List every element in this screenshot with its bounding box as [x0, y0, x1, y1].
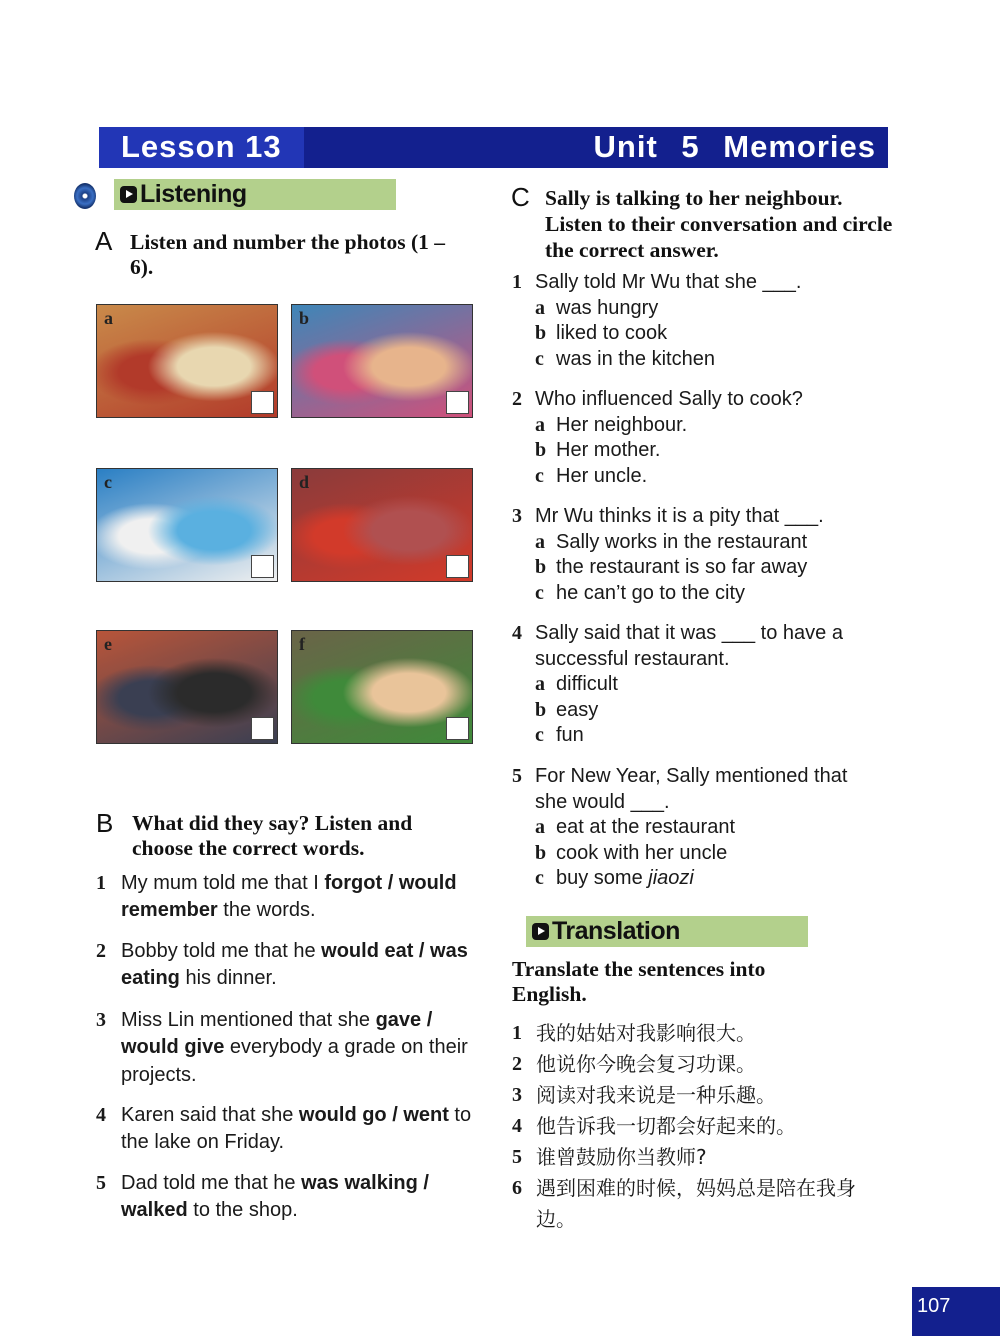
answer-choices[interactable]: was walking / walked [121, 1172, 429, 1222]
option-text: cook with her uncle [556, 841, 728, 864]
option-letter: c [535, 867, 544, 889]
item-number: 3 [512, 1084, 522, 1106]
question-3 [512, 504, 824, 606]
answer-option[interactable] [512, 698, 843, 724]
sentence-text: My mum told me that I [121, 872, 325, 894]
sentence-text: everybody a grade on their projects. [121, 1036, 468, 1086]
option-text: easy [556, 698, 599, 721]
photo-e [96, 630, 278, 744]
answer-choices[interactable]: would eat / was eating [121, 940, 468, 990]
translation-item [512, 1111, 886, 1142]
item-number: 2 [96, 940, 106, 962]
answer-option[interactable] [512, 296, 801, 322]
item-number: 5 [96, 1172, 106, 1194]
option-letter: b [535, 439, 547, 461]
sentence-text: Bobby told me that he [121, 940, 322, 962]
item-number: 6 [512, 1177, 522, 1199]
lesson-header-bar [99, 127, 888, 168]
answer-option[interactable] [512, 555, 824, 581]
option-letter: b [535, 841, 547, 864]
option-letter: a [535, 673, 545, 695]
item-number: 4 [512, 1115, 522, 1137]
lesson-title: Lesson 13 [121, 129, 282, 164]
sentence-text: his dinner. [179, 967, 277, 990]
sentence-text: to the lake on Friday. [121, 1104, 472, 1154]
option-text: Her mother. [556, 439, 661, 461]
option-text: difficult [556, 673, 618, 695]
photo-label: d [299, 472, 310, 492]
option-text: was in the kitchen [556, 347, 715, 370]
option-letter: c [535, 724, 544, 746]
chinese-sentence: 阅读对我来说是一种乐趣。 [536, 1083, 776, 1107]
answer-option[interactable] [512, 672, 843, 698]
item-number: 1 [512, 1022, 522, 1044]
question-text: Sally said that it was ___ to have a [535, 622, 843, 644]
question-text: Who influenced Sally to cook? [535, 388, 803, 410]
option-letter: c [535, 581, 544, 604]
question-text: she would ___. [535, 790, 670, 813]
answer-option[interactable] [512, 438, 803, 464]
translation-item [512, 1173, 886, 1235]
question-text: successful restaurant. [535, 647, 730, 670]
section-a-instruction: Listen and number the photos (1 – 6). [130, 230, 445, 279]
play-icon [532, 923, 549, 940]
answer-checkbox[interactable] [251, 391, 274, 414]
translation-item [512, 1142, 886, 1173]
photo-label: b [299, 308, 310, 328]
page-number-box [912, 1287, 1000, 1336]
cd-audio-icon[interactable] [74, 183, 96, 209]
sentence-text: Miss Lin mentioned that she [121, 1009, 376, 1031]
photo-a [96, 304, 278, 418]
answer-option[interactable] [512, 321, 801, 347]
item-text [96, 1007, 476, 1089]
item-number: 1 [96, 872, 106, 894]
option-text: Sally works in the restaurant [556, 530, 808, 553]
photo-label: e [104, 634, 112, 654]
answer-option[interactable] [512, 347, 801, 373]
question-1 [512, 270, 801, 372]
section-b-letter: B [96, 808, 114, 838]
question-text: For New Year, Sally mentioned that [535, 765, 848, 787]
photo-label: a [104, 308, 113, 328]
question-number: 4 [512, 622, 522, 644]
option-letter: b [535, 322, 547, 344]
question-text: Sally told Mr Wu that she ___. [535, 271, 802, 293]
section-c-letter: C [511, 182, 530, 212]
section-b-instruction: What did they say? Listen and choose the correct words. [132, 811, 413, 860]
answer-choices[interactable]: gave / would give [121, 1009, 433, 1059]
answer-choices[interactable]: forgot / would remember [121, 872, 457, 922]
answer-checkbox[interactable] [446, 555, 469, 578]
b-item [96, 1102, 476, 1157]
chinese-sentence: 他告诉我一切都会好起来的。 [536, 1114, 796, 1138]
option-letter: a [535, 530, 545, 553]
play-icon [120, 186, 137, 203]
answer-option[interactable] [512, 464, 803, 490]
item-text [96, 938, 476, 993]
option-text: the restaurant is so far away [556, 556, 808, 578]
photo-d [291, 468, 473, 582]
translation-item [512, 1049, 886, 1080]
option-letter: c [535, 347, 544, 370]
option-letter: c [535, 464, 544, 487]
item-text [96, 1102, 476, 1157]
question-number: 5 [512, 765, 522, 787]
option-letter: b [535, 556, 547, 578]
chinese-sentence: 我的姑姑对我影响很大。 [536, 1021, 756, 1045]
item-number: 2 [512, 1053, 522, 1075]
answer-checkbox[interactable] [446, 391, 469, 414]
answer-option[interactable] [512, 530, 824, 556]
page-number: 107 [917, 1295, 951, 1317]
chinese-sentence: 他说你今晚会复习功课。 [536, 1052, 756, 1076]
answer-option[interactable] [512, 581, 824, 607]
answer-option[interactable] [512, 815, 847, 841]
option-text: he can’t go to the city [556, 581, 746, 604]
translation-item [512, 1018, 886, 1049]
option-text: eat at the restaurant [556, 816, 736, 838]
answer-option[interactable] [512, 841, 847, 867]
answer-option[interactable] [512, 866, 847, 892]
option-text: Her neighbour. [556, 413, 688, 436]
item-text [96, 870, 476, 925]
question-number: 1 [512, 271, 522, 293]
section-a-letter: A [95, 226, 113, 256]
b-item [96, 1007, 476, 1089]
section-c-instruction: Sally is talking to her neighbour. Listen to their conversation and circle the correct answer. [545, 186, 893, 262]
b-item [96, 870, 476, 925]
option-letter: b [535, 698, 547, 721]
item-number: 3 [96, 1009, 106, 1031]
option-text: buy some jiaozi [556, 867, 694, 889]
option-text: was hungry [556, 296, 659, 319]
chinese-sentence: 遇到困难的时候，妈妈总是陪在我身边。 [536, 1176, 856, 1231]
sentence-text: the words. [217, 899, 316, 922]
listening-label: Listening [140, 180, 247, 208]
photo-f [291, 630, 473, 744]
answer-checkbox[interactable] [251, 555, 274, 578]
question-4 [512, 621, 843, 749]
question-number: 3 [512, 505, 522, 527]
answer-option[interactable] [512, 723, 843, 749]
question-5 [512, 764, 847, 892]
item-text [96, 1170, 476, 1225]
question-number: 2 [512, 388, 522, 410]
option-letter: a [535, 816, 545, 838]
photo-c [96, 468, 278, 582]
translation-item [512, 1080, 886, 1111]
option-text: fun [556, 724, 584, 746]
photo-label: f [299, 634, 305, 654]
translation-band [526, 916, 808, 947]
answer-checkbox[interactable] [251, 717, 274, 740]
option-letter: a [535, 296, 545, 319]
option-letter: a [535, 413, 545, 436]
sentence-text: Dad told me that he [121, 1172, 302, 1194]
sentence-text: to the shop. [187, 1199, 298, 1222]
item-number: 4 [96, 1104, 106, 1126]
answer-option[interactable] [512, 413, 803, 439]
sentence-text: Karen said that she [121, 1104, 299, 1126]
option-text: liked to cook [556, 322, 668, 344]
item-number: 5 [512, 1146, 522, 1168]
photo-label: c [104, 472, 112, 492]
answer-checkbox[interactable] [446, 717, 469, 740]
unit-title: Unit 5 Memories [593, 129, 876, 164]
b-item [96, 1170, 476, 1225]
photo-b [291, 304, 473, 418]
translation-label: Translation [552, 917, 680, 945]
answer-choices[interactable]: would go / went [298, 1104, 449, 1126]
option-text: Her uncle. [556, 464, 648, 487]
b-item [96, 938, 476, 993]
listening-band [114, 179, 396, 210]
chinese-sentence: 谁曾鼓励你当教师? [536, 1145, 707, 1169]
question-text: Mr Wu thinks it is a pity that ___. [535, 505, 824, 527]
question-2 [512, 387, 803, 489]
translation-instruction: Translate the sentences into English. [512, 957, 766, 1006]
